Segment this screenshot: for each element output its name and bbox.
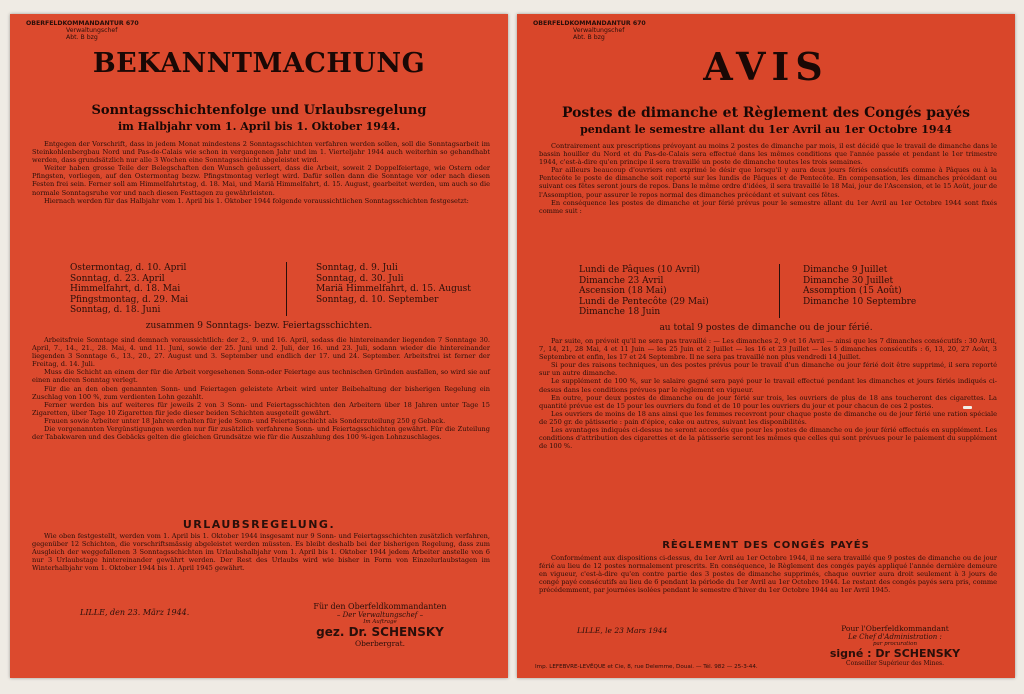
column-divider — [779, 264, 780, 318]
signature-block — [280, 602, 480, 648]
paragraph: Contrairement aux prescriptions prévoyant au moins 2 postes de dimanche par mois, il est décidé que le travail de dimanche dans le bassin houiller du Nord et du Pas-de-Calais sera effectué dans les mêmes conditions que l'année passée et pendant le 1er trimestre 1944, c'est-à-dire qu'en principe il sera travaillé un poste de dimanche toutes les trois semaines. — [539, 142, 997, 167]
date-item: Sonntag, d. 18. Juni — [70, 305, 161, 316]
date-item: Mariä Himmelfahrt, d. 15. August — [316, 284, 471, 295]
place-date: LILLE, den 23. März 1944. — [80, 608, 190, 617]
paragraph: Die vorgenannten Vergünstigungen werden nur für zusätzlich verfahrene Sonn- und Feiertagsschichten gewährt. Für die Zuteilung der Tabakwaren und des Gebäcks gelten die gleichen Grundsätze wie für die Auszahlung des 100 %-igen Lohnzuschlages. — [32, 425, 490, 442]
date-item: Himmelfahrt, d. 18. Mai — [70, 284, 181, 295]
signature-rank: Conseiller Supérieur des Mines. — [846, 660, 944, 667]
pin-mark — [963, 406, 972, 409]
signature-line: Pour l'Oberfeldkommandant — [841, 624, 949, 633]
date-item: Dimanche 30 Juillet — [803, 275, 894, 286]
body-leave — [539, 554, 997, 594]
poster-german — [10, 14, 508, 678]
office-header — [26, 20, 139, 41]
office-name: OBERFELDKOMMANDANTUR 670 — [26, 20, 139, 27]
poster-title: AVIS — [703, 44, 829, 89]
date-item: Dimanche 18 Juin — [579, 307, 661, 318]
place-date: LILLE, le 23 Mars 1944 — [577, 626, 668, 635]
date-item: Lundi de Pâques (10 Avril) — [579, 265, 701, 275]
office-sub2: Abt. B bzg — [66, 34, 98, 41]
total-line: zusammen 9 Sonntags- bezw. Feiertagsschichten. — [145, 321, 373, 331]
office-sub: Verwaltungschef — [66, 27, 118, 34]
poster-french — [517, 14, 1015, 678]
signature-line: par procuration — [873, 641, 917, 647]
office-sub: Verwaltungschef — [573, 27, 625, 34]
poster-title: BEKANNTMACHUNG — [92, 48, 426, 79]
date-item: Sonntag, d. 30. Juli — [316, 273, 404, 284]
dates-column-right — [803, 265, 916, 307]
signature-line: Im Auftrage — [363, 619, 397, 625]
dates-column-left — [579, 265, 709, 318]
date-item: Sonntag, d. 10. September — [316, 294, 439, 305]
signature-rank: Oberbergrat. — [354, 639, 406, 648]
office-sub2: Abt. B bzg — [573, 34, 605, 41]
paragraph: En outre, pour deux postes de dimanche ou de jour férié sur trois, les ouvriers de plus de 18 ans toucheront des cigarettes. La quantité prévue est de 15 pour les ouvriers du fond et de 10 pour les ouvriers du jour et pour chacun de ces 2 postes. — [539, 393, 997, 410]
paragraph: En conséquence les postes de dimanche et jour férié prévus pour le semestre allant du 1er Avril au 1er Octobre 1944 sont fixés comme suit : — [539, 198, 997, 215]
paragraph: Les ouvriers de moins de 18 ans ainsi que les femmes recevront pour chaque poste de dimanche ou de jour férié une ration spéciale de 250 gr. de pâtisserie : pain d'épice, cake ou autres, suivant les disponibilités. — [539, 409, 997, 426]
signature-line: Le Chef d'Administration : — [848, 633, 942, 641]
poster-subtitle: Sonntagsschichtenfolge und Urlaubsregelung — [91, 103, 427, 118]
signature-block — [795, 624, 995, 667]
signature-name: gez. Dr. SCHENSKY — [316, 625, 444, 639]
dates-column-right — [316, 263, 471, 305]
column-divider — [286, 262, 287, 316]
date-item: Pfingstmontag, d. 29. Mai — [70, 294, 189, 305]
signature-line: Für den Oberfeldkommandanten — [313, 602, 447, 611]
paragraph: Les avantages indiqués ci-dessus ne seront accordés que pour les postes de dimanche ou de jour férié effectués en supplément. Les conditions d'attribution des cigarettes et de la pâtisserie seront les mêmes que celles qui sont prévues pour le paiement du supplément de 100 %. — [539, 426, 997, 451]
date-item: Dimanche 23 Avril — [579, 275, 664, 286]
signature-name: signé : Dr SCHENSKY — [829, 647, 961, 660]
poster-subtitle: Postes de dimanche et Règlement des Congés payés — [561, 105, 971, 121]
paragraph: Ferner werden bis auf weiteres für jeweils 2 von 3 Sonn- und Feiertagsschichten den Arbeitern über 18 Jahren unter Tage 15 Zigaretten, über Tage 10 Zigaretten für jede dieser beiden Schichten ausgeteilt gewährt. — [32, 400, 490, 417]
date-item: Assomption (15 Août) — [803, 286, 902, 297]
date-item: Ostermontag, d. 10. April — [70, 263, 187, 273]
date-item: Sonntag, d. 9. Juli — [316, 263, 398, 273]
paragraph: Si pour des raisons techniques, un des postes prévus pour le travail d'un dimanche ou jour férié doit être supprimé, il sera reporté sur un autre dimanche. — [539, 361, 997, 378]
signature-line: – Der Verwaltungschef – — [336, 611, 424, 619]
total-line: au total 9 postes de dimanche ou de jour férié. — [659, 323, 873, 333]
paragraph: Wie oben festgestellt, werden vom 1. April bis 1. Oktober 1944 insgesamt nur 9 Sonn- und Feiertagsschichten zusätzlich verfahren, gegenüber 12 Schichten, die vorschriftsmässig abgeleistet werden müssten. Es bleibt deshalb bei der bisherigen Regelung, dass zum Ausgleich der weggefallenen 3 Sonntagsschichten im Urlaubshalbjahr vom 1. April bis 1. Oktober 1944 jedem Arbeiter anstelle von 6 nur 3 Urlaubstage hintereinander gewährt werden. Der Rest des Urlaubs wird wie bisher in Form von Einzelurlaubstagen im Winterhalbjahr vom 1. Oktober 1944 bis 1. April 1945 gewährt. — [32, 532, 490, 573]
paragraph: Arbeitsfreie Sonntage sind demnach voraussichtlich: der 2., 9. und 16. April, sodass die hintereinander liegenden 7 Sonntage 30. April, 7., 14., 21., 28. Mai, 4. und 11. Juni, sowie der 25. Juni und 2. Juli, der 16. und 23. Juli, sodann wieder die hintereinander liegenden 3 Sonntage 6., 13., 20., 27. August und 3. September und endlich der 17. und 24. September. Arbeitsfrei ist ferner der Freitag, d. 14. Juli. — [32, 336, 490, 369]
body-middle — [32, 336, 490, 441]
paragraph: Frauen sowie Arbeiter unter 18 Jahren erhalten für jede Sonn- und Feiertagsschicht als Sonderzuteilung 250 g Geback. — [44, 416, 446, 425]
paragraph: Entgegen der Vorschrift, dass in jedem Monat mindestens 2 Sonntagsschichten verfahren werden sollen, soll die Sonntagsarbeit im Steinkohlenbergbau Nord und Pas-de-Calais wie schon in vergangenen Jahr und im 1. Vierteljahr 1944 auch weiterhin so gehandhabt werden, dass grundsätzlich nur alle 3 Wochen eine Sonntagsschicht abgeleistet wird. — [32, 140, 490, 165]
paragraph: Für die an den oben genannten Sonn- und Feiertagen geleistete Arbeit wird unter Beibehaltung der bisherigen Regelung ein Zuschlag von 100 %, zum verdienten Lohn gezahlt. — [32, 384, 490, 401]
paragraph: Le supplément de 100 %, sur le salaire gagné sera payé pour le travail effectué pendant les dimanches et jours fériés indiqués ci-dessus dans les conditions prévues par le règlement en vigueur. — [539, 377, 997, 394]
printer-line: Imp. LEFEBVRE-LEVÊQUE et Cie, 8, rue Delemme, Douai. — Tél. 982 — 25-3-44. — [535, 664, 758, 670]
date-item: Dimanche 10 Septembre — [803, 296, 917, 307]
office-header — [533, 20, 646, 41]
paragraph: Weiter haben grosse Teile der Belegschaften den Wunsch geäussert, dass die Arbeit, soweit 2 Doppelfeiertage, wie Ostern oder Pfingsten, vorliegen, auf den Ostermontag bezw. Pfingstmontag verlegt wird. Dafür sollen dann die Sonntage vor oder nach diesen Festen frei sein. Ferner soll am Himmelfahrtstag, d. 18. Mai, und Mariä Himmelfahrt, d. 15. August, gearbeitet werden, um auch so die normale Sonntagsruhe vor und nach diesen Festtagen zu gewährleisten. — [32, 164, 490, 197]
paragraph: Hiernach werden für das Halbjahr vom 1. April bis 1. Oktober 1944 folgende voraussichtlichen Sonntagsschichten festgesetzt: — [44, 196, 469, 205]
paragraph: Par suite, on prévoit qu'il ne sera pas travaillé : — Les dimanches 2, 9 et 16 Avril — ainsi que les 7 dimanches consécutifs : 30 Avril, 7, 14, 21, 28 Mai, 4 et 11 Juin — les 25 Juin et 2 Juillet — les 16 et 23 Juillet — les 5 dimanches consécutifs : 6, 13, 20, 27 Août, 3 Septembre et enfin, les 17 et 24 Septembre. Il ne sera pas travaillé non plus vendredi 14 Juillet. — [539, 337, 997, 362]
section-title: RÈGLEMENT DES CONGÉS PAYÉS — [662, 540, 870, 551]
office-name: OBERFELDKOMMANDANTUR 670 — [533, 20, 646, 27]
body-intro — [539, 142, 997, 215]
paragraph: Conformément aux dispositions ci-dessus, du 1er Avril au 1er Octobre 1944, il ne sera travaillé que 9 postes de dimanche ou de jour férié au lieu de 12 postes normalement prescrits. En conséquence, le Règlement des congés payés appliqué l'année dernière demeure en vigueur, c'est-à-dire qu'en contre partie des 3 postes de dimanche supprimés, chaque ouvrier aura droit seulement à 3 jours de congé payé consécutifs au lieu de 6 pendant la période du 1er Avril au 1er Octobre 1944. Le restant des congés payés sera pris, comme précédemment, par journées isolées pendant le semestre d'hiver du 1er Octobre 1944 au 1er Avril 1945. — [539, 554, 997, 595]
date-item: Ascension (18 Mai) — [579, 286, 667, 297]
date-item: Lundi de Pentecôte (29 Mai) — [579, 296, 709, 307]
dates-column-left — [70, 263, 188, 316]
section-title: URLAUBSREGELUNG. — [182, 518, 336, 531]
date-item: Dimanche 9 Juillet — [803, 265, 888, 275]
paragraph: Par ailleurs beaucoup d'ouvriers ont exprimé le désir que lorsqu'il y aura deux jours fériés consécutifs comme à Pâques ou à la Pentecôte le poste de dimanche soit reporté sur les lundis de Pâques et de Pentecôte. En compensation, les dimanches précédant ou suivant ces fêtes seront jours de repos. Dans le même ordre d'idées, il sera travaillé le 18 Mai, jour de l'Ascension, et le 15 Août, jour de l'Assomption, pour assurer le repos normal des dimanches précédant et suivant ces fêtes. — [539, 166, 997, 199]
body-intro — [32, 140, 490, 205]
body-middle — [539, 337, 997, 450]
paragraph: Muss die Schicht an einem der für die Arbeit vorgesehenen Sonn-oder Feiertage aus technischen Gründen ausfallen, so wird sie auf einen anderen Sonntag verlegt. — [32, 368, 490, 385]
date-item: Sonntag, d. 23. April — [70, 273, 165, 284]
poster-subtitle-2: im Halbjahr vom 1. April bis 1. Oktober 1944. — [117, 120, 401, 133]
poster-subtitle-2: pendant le semestre allant du 1er Avril au 1er Octobre 1944 — [580, 123, 952, 136]
body-leave — [32, 532, 490, 572]
